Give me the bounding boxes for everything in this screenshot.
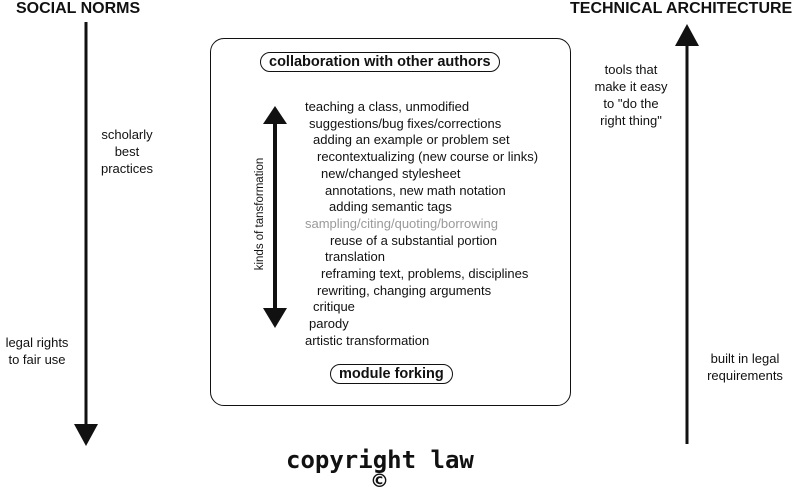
note-text: tools that make it easy to "do the right thing" [594,62,668,128]
social-norms-arrow [74,22,98,446]
copyright-symbol-icon: © [370,470,389,492]
note-text: scholarly best practices [100,127,154,176]
transformation-item: annotations, new math notation [325,182,506,198]
module-forking-pill: module forking [330,364,453,384]
tools-note [583,61,679,129]
note-text: built in legal requirements [707,351,783,383]
social-norms-heading: SOCIAL NORMS [16,0,141,17]
fair-use-rights-note [0,334,82,368]
transformation-item: critique [313,299,355,315]
scholarly-best-practices-note [82,126,172,177]
note-text: legal rights to fair use [5,335,69,367]
transformation-list [305,99,567,350]
transformation-item: reframing text, problems, disciplines [321,266,529,282]
transformation-item: rewriting, changing arguments [317,282,492,298]
transformation-item: recontextualizing (new course or links) [317,149,539,165]
transformation-item: adding an example or problem set [313,132,510,148]
transformation-item: parody [309,316,349,332]
transformation-item: artistic transformation [305,332,430,348]
copyright-law-title: copyright law [286,446,474,474]
transformation-item: adding semantic tags [329,199,452,215]
technical-architecture-heading: TECHNICAL ARCHITECTURE [570,0,793,17]
legal-requirements-note [690,350,800,384]
transformation-item: reuse of a substantial portion [330,232,497,248]
transformation-item: new/changed stylesheet [321,165,461,181]
kinds-of-transformation-label: kinds of tansformation [254,157,266,271]
collaboration-pill: collaboration with other authors [260,52,500,72]
transformation-item: sampling/citing/quoting/borrowing [305,215,498,231]
transformation-item: teaching a class, unmodified [305,99,470,114]
transformation-item: suggestions/bug fixes/corrections [309,115,502,131]
transformation-item: translation [325,249,385,265]
